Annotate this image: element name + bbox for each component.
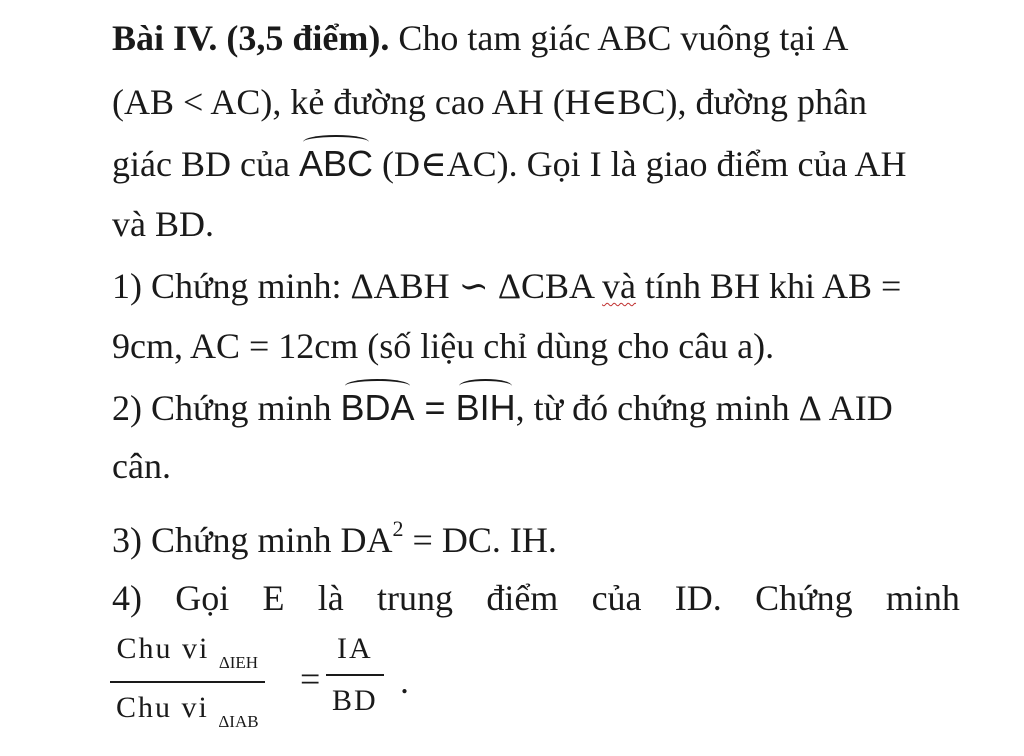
question-2-line-2: cân. [112,446,171,486]
q4-word: trung [377,578,454,618]
intro-line-2: (AB < AC), kẻ đường cao AH (H∈BC), đường phân [112,82,867,122]
angle-abc: ABC [298,143,373,184]
period: . [400,661,409,701]
intro-line-3 [112,144,960,184]
fraction-denominator: BD [332,684,378,717]
fraction-bar [326,674,384,676]
numerator-text: Chu vi [116,632,210,665]
question-4-line-1 [112,578,960,618]
question-2-line-1 [112,388,960,428]
q3-text: 3) Chứng minh DA [112,520,393,560]
q3-text: = DC. IH. [403,520,557,560]
denominator-text: Chu vi [116,691,209,724]
fraction-numerator: IA [337,632,373,665]
q4-word: Gọi [175,578,230,618]
intro-line-4: và BD. [112,204,214,244]
equals-sign: = [414,387,456,428]
q4-word: điểm [486,578,559,618]
problem-title: Bài IV. (3,5 điểm). [112,18,390,58]
angle-bda: BDA [340,387,415,428]
question-1-line-1 [112,266,960,306]
q2-text: 2) Chứng minh [112,388,341,428]
q4-word: Chứng [755,578,853,618]
q1-text: tính BH khi AB = [636,266,902,306]
perimeter-ratio-fraction [110,632,265,732]
q1-text: 1) Chứng minh: ΔABH ∽ ΔCBA [112,266,603,306]
intro-text: giác BD của [112,144,299,184]
equals-sign: = [300,659,321,699]
angle-bih: BIH [455,387,516,428]
intro-text: (D∈AC). Gọi I là giao điểm của AH [372,144,907,184]
spellcheck-underlined-word: và [602,266,637,306]
denominator-subscript: ΔIAB [218,712,259,731]
q2-text: , từ đó chứng minh Δ AID [515,388,893,428]
intro-line-1 [112,18,960,58]
exponent: 2 [392,516,404,541]
q4-word: là [317,578,344,618]
numerator-subscript: ΔIEH [218,653,259,672]
q4-word: minh [885,578,960,618]
question-3 [112,516,960,560]
fraction-bar [110,681,265,683]
q4-word: ID. [674,578,722,618]
fraction-numerator [110,632,264,673]
question-1-line-2: 9cm, AC = 12cm (số liệu chỉ dùng cho câu a). [112,326,775,366]
q4-word: 4) [112,578,142,618]
ia-bd-fraction [326,632,384,718]
intro-text: Cho tam giác ABC vuông tại A [389,18,849,58]
fraction-denominator [110,691,265,732]
q4-word: của [591,578,642,618]
q4-word: E [262,578,285,618]
